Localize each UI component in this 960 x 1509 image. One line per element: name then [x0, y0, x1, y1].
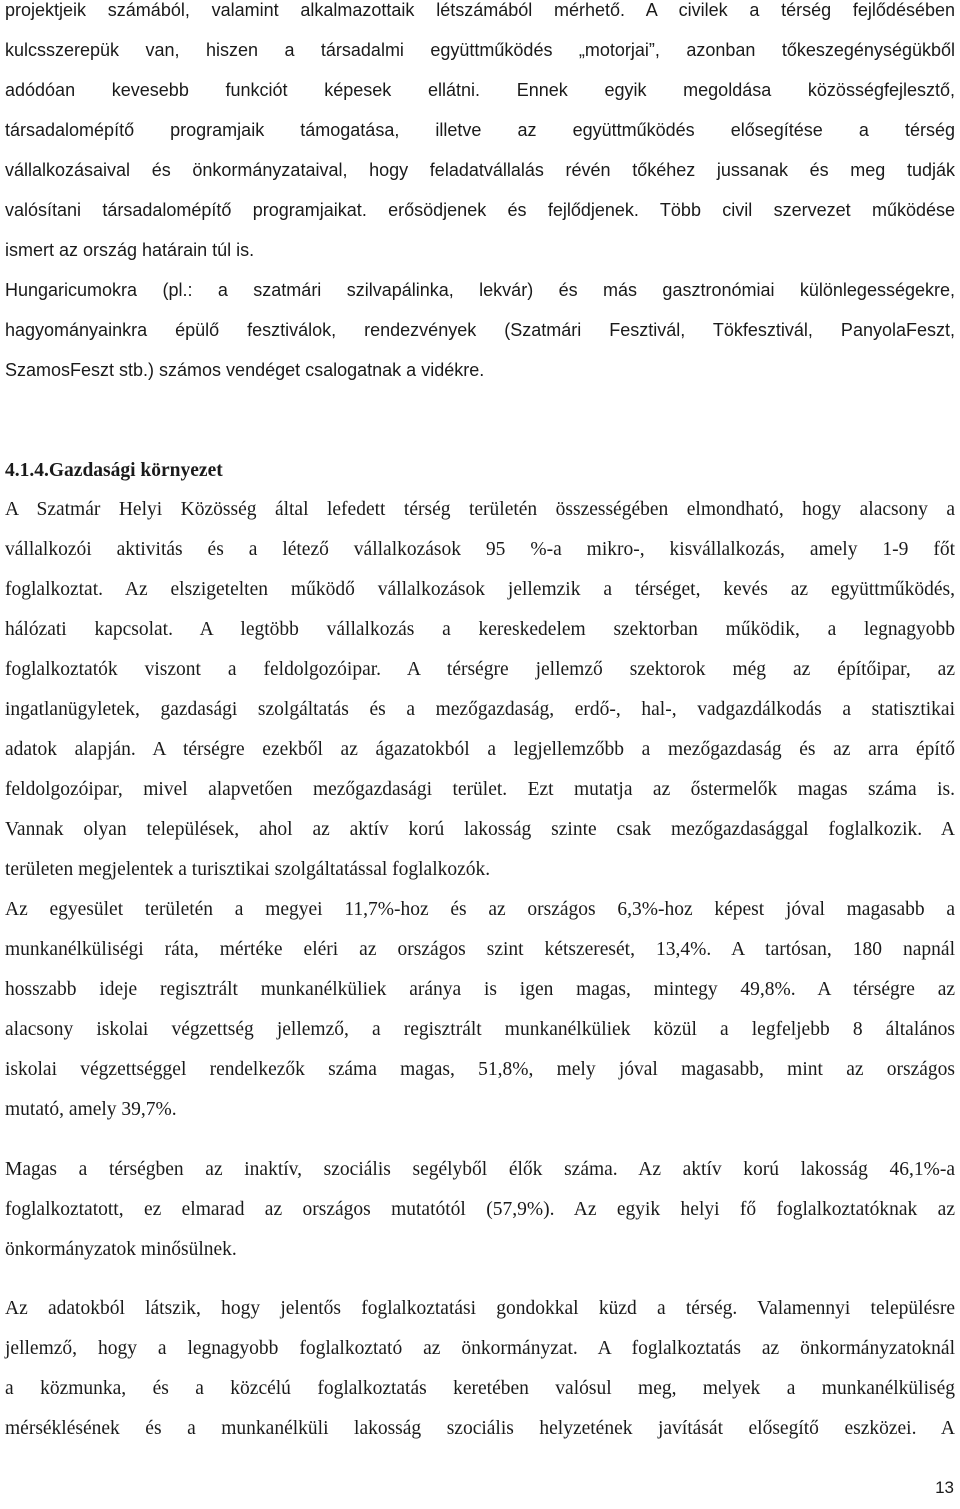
text-line: foglalkoztatott, ez elmarad az országos mutatótól (57,9%). Az egyik helyi fő foglalkoztatóknak az [5, 1199, 955, 1220]
text-line: önkormányzatok minősülnek. [5, 1239, 237, 1260]
text-line: projektjeik számából, valamint alkalmazottaik létszámából mérhető. A civilek a térség fejlődésében [5, 0, 955, 20]
text-line: hosszabb ideje regisztrált munkanélküliek aránya is igen magas, mintegy 49,8%. A térségre az [5, 979, 955, 1000]
paragraph-employment-issues [5, 1289, 955, 1449]
text-line: foglalkoztat. Az elszigetelten működő vállalkozások jellemzik a térséget, kevés az együttműködés, [5, 579, 955, 600]
text-line: feldolgozóipar, mivel alapvetően mezőgazdasági terület. Ezt mutatja az őstermelők magas száma is. [5, 779, 955, 800]
text-line: Hungaricumokra (pl.: a szatmári szilvapálinka, lekvár) és más gasztronómiai különlegességekre, [5, 280, 955, 300]
text-line: Magas a térségben az inaktív, szociális segélyből élők száma. Az aktív korú lakosság 46,1%-a [5, 1159, 955, 1180]
paragraph-civil-organizations [5, 0, 955, 270]
text-line: Az adatokból látszik, hogy jelentős foglalkoztatási gondokkal küzd a térség. Valamennyi településre [5, 1298, 955, 1319]
text-line: A Szatmár Helyi Közösség által lefedett térség területén összességében elmondható, hogy alacsony a [5, 499, 955, 520]
text-line: jellemző, hogy a legnagyobb foglalkoztató az önkormányzat. A foglalkoztatás az önkormányzatoknál [5, 1338, 955, 1359]
paragraph-hungaricums [5, 270, 955, 390]
paragraph-unemployment [5, 890, 955, 1130]
section-heading [5, 451, 955, 491]
paragraph-inactive-population [5, 1150, 955, 1270]
text-line: társadalomépítő programjaik támogatása, illetve az együttműködés elősegítése a térség [5, 120, 955, 140]
text-line: kulcsszerepük van, hiszen a társadalmi együttműködés „motorjai”, azonban tőkeszegénységükből [5, 40, 955, 60]
text-line: SzamosFeszt stb.) számos vendéget csalogatnak a vidékre. [5, 360, 485, 380]
text-line: hálózati kapcsolat. A legtöbb vállalkozás a kereskedelem szektorban működik, a legnagyobb [5, 619, 955, 640]
text-line: területen megjelentek a turisztikai szolgáltatással foglalkozók. [5, 859, 491, 880]
text-line: iskolai végzettséggel rendelkezők száma magas, 51,8%, mely jóval magasabb, mint az országos [5, 1059, 955, 1080]
text-line: alacsony iskolai végzettség jellemző, a regisztrált munkanélküliek közül a legfeljebb 8 általános [5, 1019, 955, 1040]
text-line: ingatlanügyletek, gazdasági szolgáltatás és a mezőgazdaság, erdő-, hal-, vadgazdálkodás a statisztikai [5, 699, 955, 720]
text-line: adódóan kevesebb funkciót képesek ellátni. Ennek egyik megoldása közösségfejlesztő, [5, 80, 955, 100]
text-line: mérséklésének és a munkanélküli lakosság szociális helyzetének javítását elősegítő eszközei. A [5, 1418, 955, 1439]
text-line: Az egyesület területén a megyei 11,7%-hoz és az országos 6,3%-hoz képest jóval magasabb a [5, 899, 955, 920]
text-line: a közmunka, és a közcélú foglalkoztatás keretében valósul meg, melyek a munkanélküliség [5, 1378, 955, 1399]
paragraph-economic-environment [5, 490, 955, 890]
text-line: hagyományainkra épülő fesztiválok, rendezvények (Szatmári Fesztivál, Tökfesztivál, PanyolaFeszt, [5, 320, 955, 340]
text-line: munkanélküliségi ráta, mértéke eléri az országos szint kétszeresét, 13,4%. A tartósan, 180 napnál [5, 939, 955, 960]
text-line: vállalkozói aktivitás és a létező vállalkozások 95 %-a mikro-, kisvállalkozás, amely 1-9 főt [5, 539, 955, 560]
page-number: 13 [935, 1478, 954, 1497]
text-line: valósítani társadalomépítő programjaikat. erősödjenek és fejlődjenek. Több civil szervezet működése [5, 200, 955, 220]
text-line: mutató, amely 39,7%. [5, 1099, 177, 1120]
text-line: vállalkozásaival és önkormányzataival, hogy feladatvállalás révén tőkéhez jussanak és meg tudják [5, 160, 955, 180]
section-heading-text: 4.1.4.Gazdasági környezet [5, 460, 223, 481]
text-line: ismert az ország határain túl is. [5, 240, 255, 260]
text-line: Vannak olyan települések, ahol az aktív korú lakosság szinte csak mezőgazdasággal foglalkozik. A [5, 819, 955, 840]
text-line: adatok alapján. A térségre ezekből az ágazatokból a legjellemzőbb a mezőgazdaság és az arra építő [5, 739, 955, 760]
text-line: foglalkoztatók viszont a feldolgozóipar. A térségre jellemző szektorok még az építőipar, az [5, 659, 955, 680]
